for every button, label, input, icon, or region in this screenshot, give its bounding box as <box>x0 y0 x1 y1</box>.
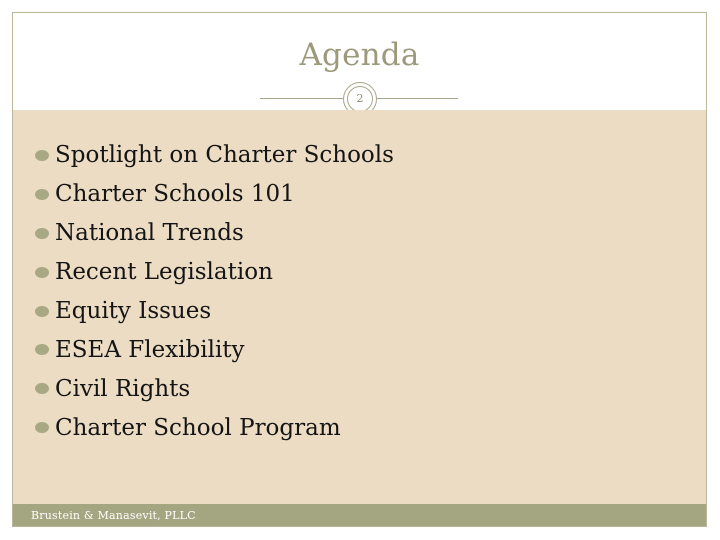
agenda-item-label: Equity Issues <box>55 298 212 324</box>
bullet-icon <box>35 267 49 278</box>
agenda-item <box>35 253 394 292</box>
agenda-item <box>35 175 394 214</box>
agenda-item <box>35 408 394 447</box>
agenda-item <box>35 369 394 408</box>
agenda-item-label: Charter School Program <box>55 414 341 441</box>
agenda-item-label: Charter Schools 101 <box>55 181 295 208</box>
bullet-icon <box>35 306 49 317</box>
bullet-icon <box>35 422 49 433</box>
agenda-item-label: Civil Rights <box>55 375 191 402</box>
agenda-item-label: National Trends <box>55 220 244 247</box>
footer-bar <box>13 504 706 527</box>
agenda-list <box>35 136 394 447</box>
agenda-item-label: ESEA Flexibility <box>55 336 245 363</box>
bullet-icon <box>35 150 49 161</box>
agenda-item-label: Spotlight on Charter Schools <box>55 142 394 169</box>
bullet-icon <box>35 189 49 200</box>
slide-title: Agenda <box>299 37 420 73</box>
agenda-item-label: Recent Legislation <box>55 259 273 286</box>
slide <box>12 12 707 527</box>
agenda-item <box>35 292 394 331</box>
agenda-item <box>35 214 394 253</box>
title-area <box>13 13 706 110</box>
page-number: 2 <box>347 86 373 112</box>
bullet-icon <box>35 344 49 355</box>
agenda-item <box>35 330 394 369</box>
footer-text: Brustein & Manasevit, PLLC <box>31 509 196 522</box>
content-area <box>13 110 706 504</box>
bullet-icon <box>35 383 49 394</box>
bullet-icon <box>35 228 49 239</box>
agenda-item <box>35 136 394 175</box>
